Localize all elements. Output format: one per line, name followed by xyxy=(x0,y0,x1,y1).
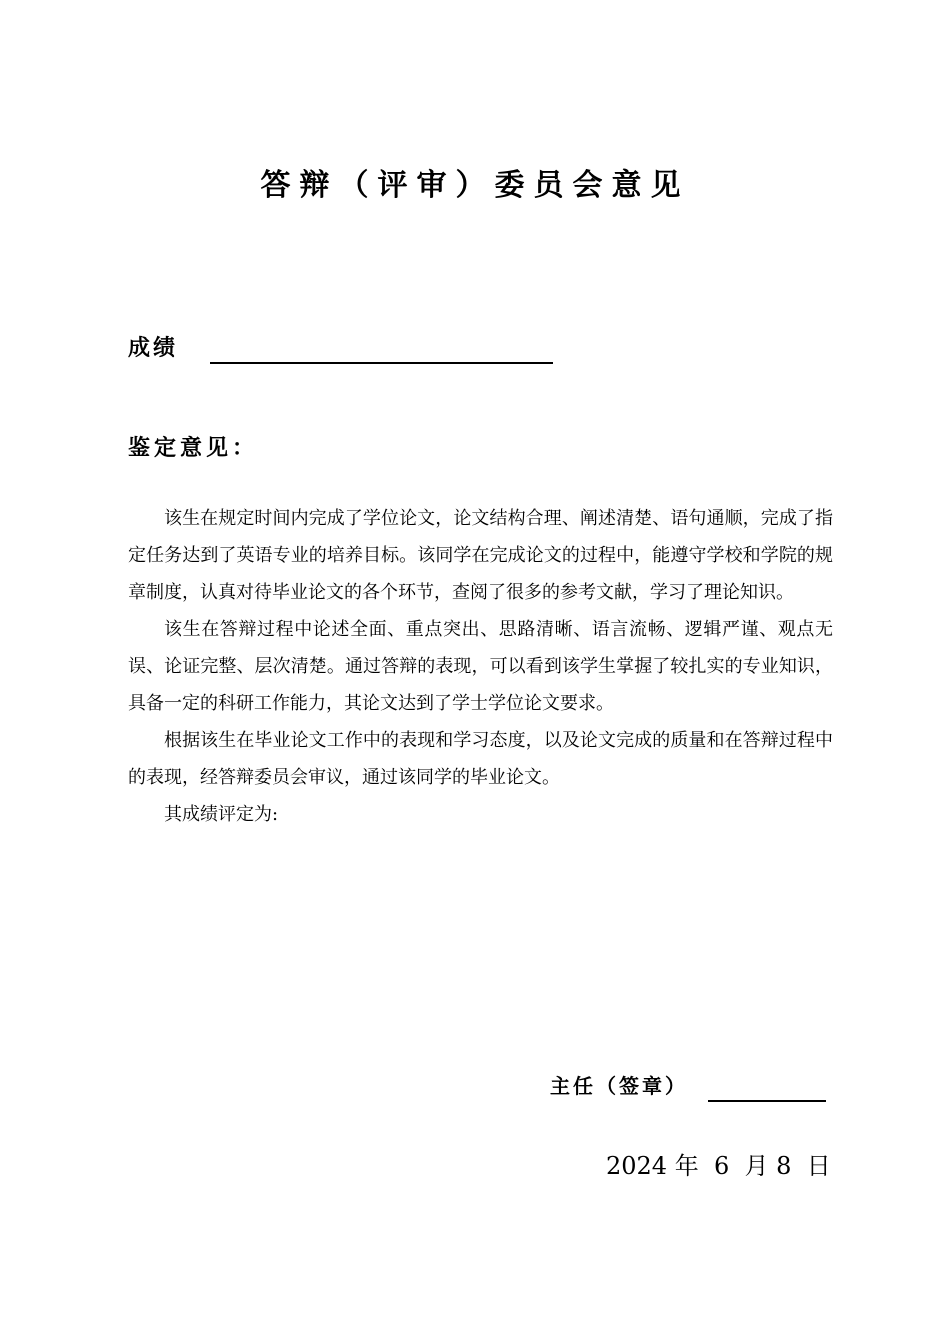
opinion-paragraph-3: 根据该生在毕业论文工作中的表现和学习态度，以及论文完成的质量和在答辩过程中的表现，经答辩委员会审议，通过该同学的毕业论文。 xyxy=(128,730,833,788)
score-blank-line[interactable] xyxy=(210,338,553,364)
opinion-heading: 鉴定意见： xyxy=(128,436,259,461)
score-label: 成绩 xyxy=(128,336,179,361)
date-month: 6 xyxy=(713,1152,730,1180)
date-year: 2024 xyxy=(606,1152,668,1180)
opinion-body xyxy=(128,500,833,833)
signature-blank-line[interactable] xyxy=(708,1074,826,1102)
opinion-paragraph-4: 其成绩评定为: xyxy=(164,804,279,825)
date-day: 8 xyxy=(776,1152,792,1180)
opinion-paragraph-2: 该生在答辩过程中论述全面、重点突出、思路清晰、语言流畅、逻辑严谨、观点无误、论证完整、层次清楚。通过答辩的表现，可以看到该学生掌握了较扎实的专业知识，具备一定的科研工作能力，其论文达到了学士学位论文要求。 xyxy=(128,619,833,714)
opinion-paragraph-1: 该生在规定时间内完成了学位论文，论文结构合理、阐述清楚、语句通顺，完成了指定任务达到了英语专业的培养目标。该同学在完成论文的过程中，能遵守学校和学院的规章制度，认真对待毕业论文的各个环节，查阅了很多的参考文献，学习了理论知识。 xyxy=(128,508,833,603)
date-month-unit: 月 xyxy=(744,1152,769,1180)
signature-label: 主任（签章） xyxy=(550,1074,688,1098)
page-title: 答辩（评审）委员会意见 xyxy=(260,168,690,203)
date-year-unit: 年 xyxy=(674,1152,699,1180)
score-row xyxy=(128,334,553,364)
date-day-unit: 日 xyxy=(806,1152,831,1180)
date-line xyxy=(606,1148,831,1184)
signature-row xyxy=(550,1070,826,1102)
